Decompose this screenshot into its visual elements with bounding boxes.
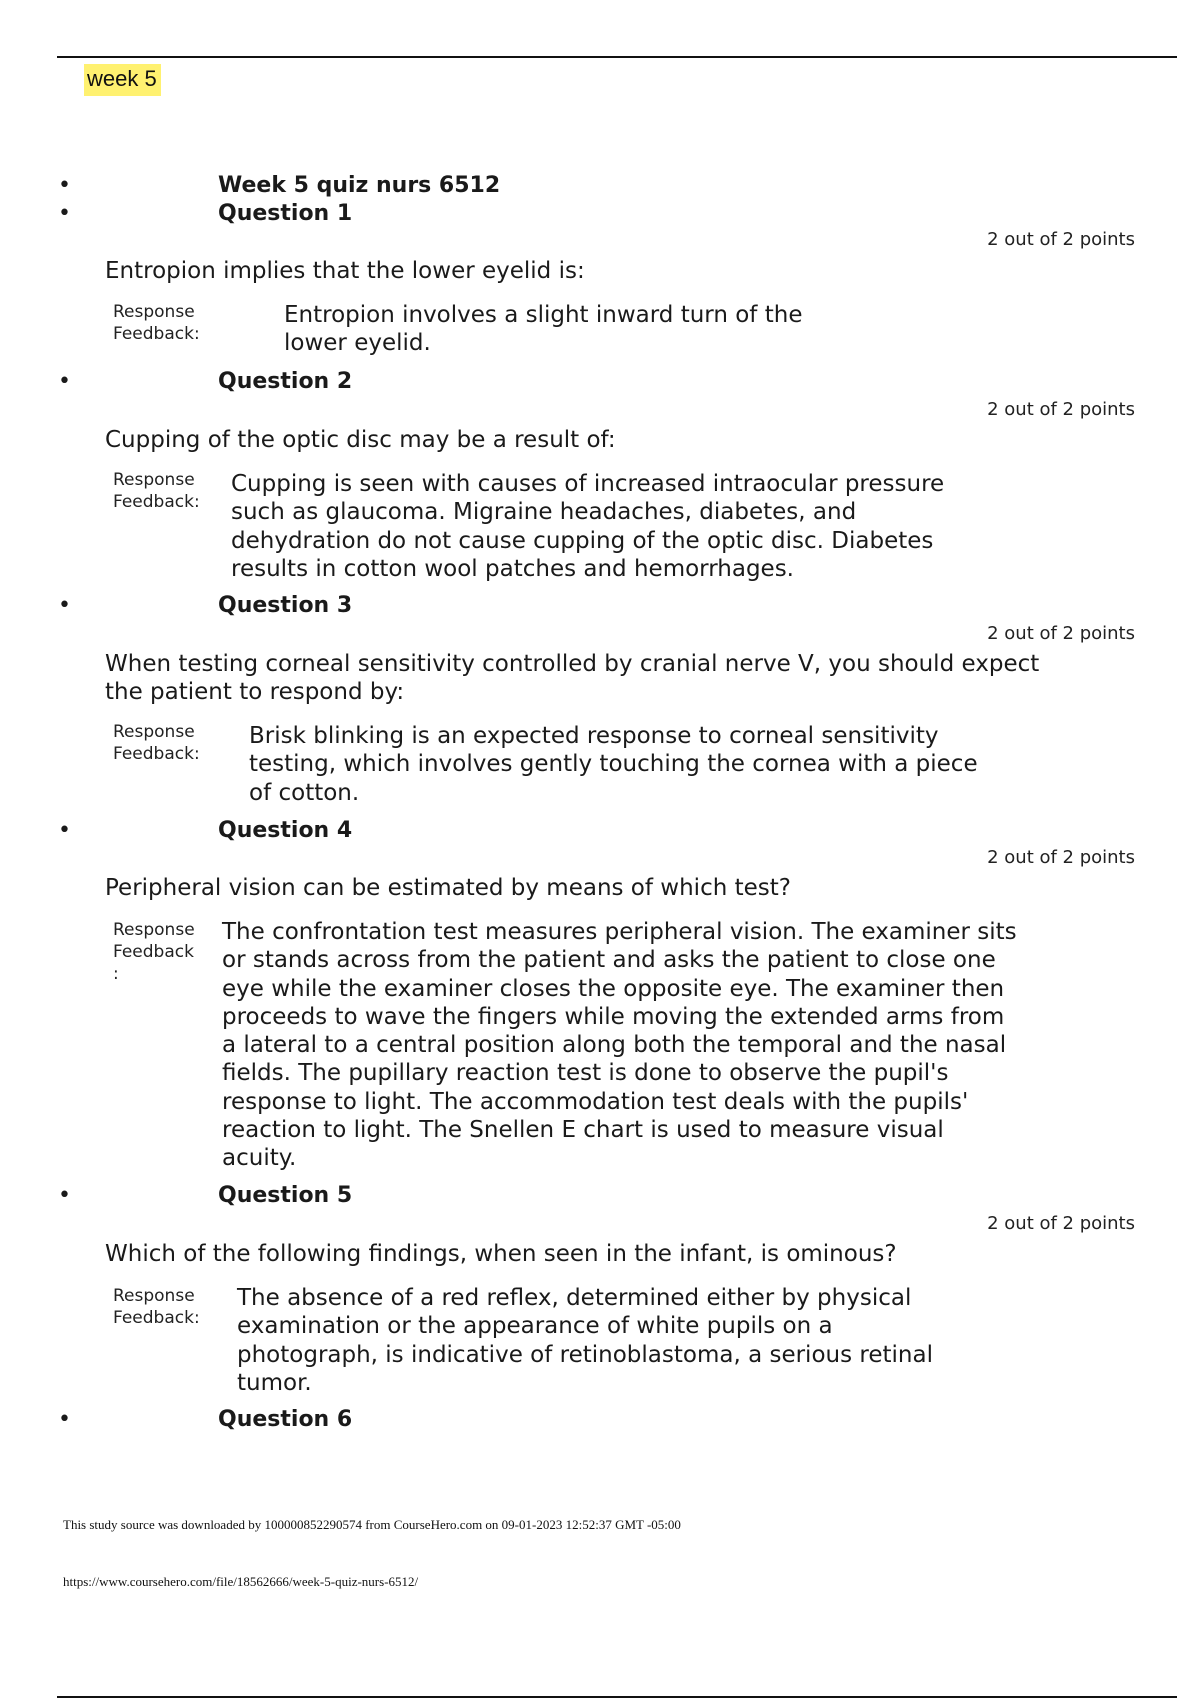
points-q4: 2 out of 2 points: [987, 847, 1135, 868]
bullet-icon: •: [58, 173, 71, 198]
question-heading-6: [0, 1405, 1200, 1435]
quiz-title: Week 5 quiz nurs 6512: [218, 173, 501, 198]
feedback-q3: Brisk blinking is an expected response to corneal sensitivity testing, which involves gently touching the cornea with a piece of cotton.: [249, 723, 978, 806]
question-heading-1: [0, 199, 1200, 229]
question-heading-3: [0, 591, 1200, 621]
week-tag: week 5: [84, 64, 161, 96]
bullet-icon: •: [58, 1407, 71, 1432]
feedback-q1: Entropion involves a slight inward turn of the lower eyelid.: [284, 302, 803, 357]
response-label-q3: Response Feedback:: [113, 722, 200, 764]
question-heading-4: [0, 816, 1200, 846]
points-q1: 2 out of 2 points: [987, 229, 1135, 250]
quiz-title-line: [0, 171, 1200, 201]
question-heading: Question 4: [218, 818, 353, 843]
response-label-q2: Response Feedback:: [113, 470, 200, 512]
footer-url[interactable]: https://www.coursehero.com/file/18562666/week-5-quiz-nurs-6512/: [63, 1574, 419, 1589]
bullet-icon: •: [58, 818, 71, 843]
question-text-q5: Which of the following findings, when seen in the infant, is ominous?: [105, 1241, 897, 1267]
response-label-q4: Response Feedback :: [113, 920, 195, 984]
question-text-q2: Cupping of the optic disc may be a result of:: [105, 427, 616, 453]
question-heading: Question 6: [218, 1407, 353, 1432]
points-q2: 2 out of 2 points: [987, 399, 1135, 420]
bullet-icon: •: [58, 593, 71, 618]
feedback-q5: The absence of a red reflex, determined either by physical examination or the appearance of white pupils on a photograph, is indicative of retinoblastoma, a serious retinal tumor.: [237, 1285, 933, 1396]
footer-source: This study source was downloaded by 100000852290574 from CourseHero.com on 09-01-2023 12:52:37 GMT -05:00: [63, 1517, 681, 1532]
question-heading: Question 1: [218, 201, 353, 226]
question-text-q4: Peripheral vision can be estimated by means of which test?: [105, 875, 791, 901]
question-heading: Question 3: [218, 593, 353, 618]
response-label-q5: Response Feedback:: [113, 1286, 200, 1328]
question-text-q1: Entropion implies that the lower eyelid is:: [105, 258, 585, 284]
points-q5: 2 out of 2 points: [987, 1213, 1135, 1234]
question-text-q3: When testing corneal sensitivity controlled by cranial nerve V, you should expect the patient to respond by:: [105, 651, 1040, 705]
question-heading-5: [0, 1181, 1200, 1211]
bullet-icon: •: [58, 201, 71, 226]
question-heading-2: [0, 367, 1200, 397]
feedback-q2: Cupping is seen with causes of increased intraocular pressure such as glaucoma. Migraine headaches, diabetes, and dehydration do not cause cupping of the optic disc. Diabetes results in cotton wool patches and hemorrhages.: [231, 471, 945, 582]
top-rule: [57, 56, 1177, 58]
points-q3: 2 out of 2 points: [987, 623, 1135, 644]
bullet-icon: •: [58, 369, 71, 394]
question-heading: Question 2: [218, 369, 353, 394]
bottom-rule: [57, 1696, 1177, 1698]
feedback-q4: The confrontation test measures peripheral vision. The examiner sits or stands across from the patient and asks the patient to close one eye while the examiner closes the opposite eye. The examiner then proceeds to wave the fingers while moving the extended arms from a lateral to a central position along both the temporal and the nasal fields. The pupillary reaction test is done to observe the pupil's response to light. The accommodation test deals with the pupils' reaction to light. The Snellen E chart is used to measure visual acuity.: [222, 919, 1017, 1172]
question-heading: Question 5: [218, 1183, 353, 1208]
response-label-q1: Response Feedback:: [113, 302, 200, 344]
bullet-icon: •: [58, 1183, 71, 1208]
